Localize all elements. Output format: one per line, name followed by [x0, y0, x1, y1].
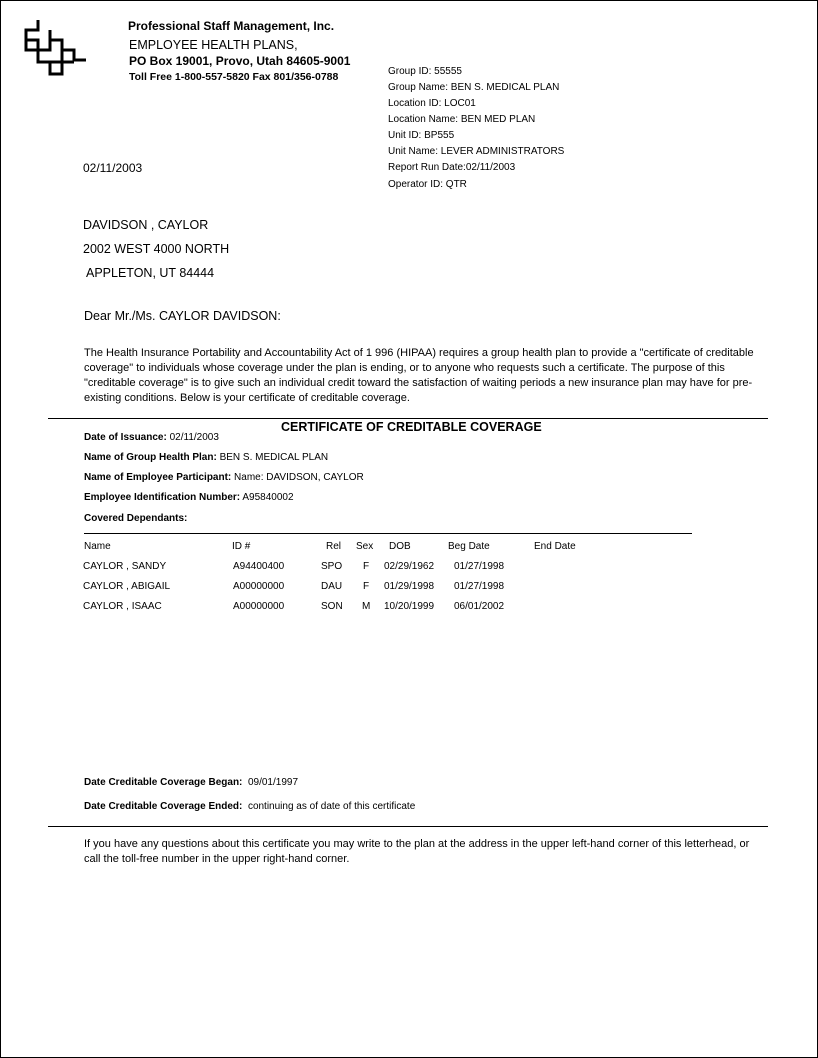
row-1-rel: DAU: [321, 581, 343, 592]
field-participant: [84, 472, 364, 483]
row-1-dob: 01/29/1998: [384, 581, 435, 592]
company-phone: Toll Free 1-800-557-5820 Fax 801/356-0788: [129, 71, 339, 83]
row-0-sex: F: [363, 561, 370, 572]
company-logo-icon: [24, 18, 90, 78]
info-group-id: Group ID: 55555: [388, 66, 462, 77]
row-2-sex: M: [362, 601, 371, 612]
field-dependants-label: Covered Dependants:: [84, 513, 188, 524]
outro-paragraph: If you have any questions about this certificate you may write to the plan at the address in the upper left-hand corner of this letterhead, or call the toll-free number in the upper right-hand corner.: [84, 838, 750, 865]
info-operator-id: Operator ID: QTR: [388, 179, 467, 190]
field-employee-id-label: Employee Identification Number:: [84, 492, 241, 503]
info-report-run-date: Report Run Date:02/11/2003: [388, 162, 516, 173]
salutation: Dear Mr./Ms. CAYLOR DAVIDSON:: [84, 309, 281, 323]
field-coverage-began-label: Date Creditable Coverage Began:: [84, 777, 243, 788]
field-issuance-value: 02/11/2003: [169, 432, 219, 443]
field-coverage-began: [84, 777, 298, 788]
info-location-name: Location Name: BEN MED PLAN: [388, 114, 536, 125]
divider-top: [48, 418, 768, 419]
letter-date: 02/11/2003: [83, 161, 143, 175]
intro-paragraph: The Health Insurance Portability and Accountability Act of 1 996 (HIPAA) requires a group health plan to provide a "certificate of creditable coverage" to individuals whose coverage under the plan is ending, or to anyone who requests such a certificate. The purpose of this "creditable coverage" is to give such an individual credit toward the satisfaction of waiting periods a new insurance plan may have for pre-existing conditions. Below is your certificate of creditable coverage.: [84, 347, 754, 404]
field-participant-value: Name: DAVIDSON, CAYLOR: [234, 472, 364, 483]
field-issuance-label: Date of Issuance:: [84, 432, 167, 443]
row-2-dob: 10/20/1999: [384, 601, 435, 612]
col-header-rel: Rel: [326, 541, 342, 552]
company-plans: EMPLOYEE HEALTH PLANS,: [129, 38, 298, 52]
certificate-title: CERTIFICATE OF CREDITABLE COVERAGE: [281, 420, 542, 434]
info-unit-name: Unit Name: LEVER ADMINISTRATORS: [388, 146, 565, 157]
info-location-id: Location ID: LOC01: [388, 98, 476, 109]
row-0-rel: SPO: [321, 561, 343, 572]
row-1-name: CAYLOR , ABIGAIL: [83, 581, 171, 592]
row-2-beg-date: 06/01/2002: [454, 601, 505, 612]
col-header-dob: DOB: [389, 541, 411, 552]
row-1-id: A00000000: [233, 581, 285, 592]
col-header-name: Name: [84, 541, 111, 552]
field-plan-label: Name of Group Health Plan:: [84, 452, 217, 463]
row-2-id: A00000000: [233, 601, 285, 612]
company-name: Professional Staff Management, Inc.: [128, 19, 335, 33]
divider-bottom: [48, 826, 768, 827]
row-0-name: CAYLOR , SANDY: [83, 561, 167, 572]
field-employee-id-value: A95840002: [242, 492, 294, 503]
field-coverage-began-value: 09/01/1997: [247, 777, 299, 788]
recipient-street: 2002 WEST 4000 NORTH: [83, 242, 230, 256]
field-coverage-ended-label: Date Creditable Coverage Ended:: [84, 801, 243, 812]
row-1-sex: F: [363, 581, 370, 592]
company-address: PO Box 19001, Provo, Utah 84605-9001: [129, 54, 351, 68]
info-unit-id: Unit ID: BP555: [388, 130, 455, 141]
col-header-end-date: End Date: [534, 541, 576, 552]
field-employee-id: [84, 492, 294, 503]
row-0-beg-date: 01/27/1998: [454, 561, 505, 572]
row-2-name: CAYLOR , ISAAC: [83, 601, 162, 612]
row-0-id: A94400400: [233, 561, 285, 572]
field-dependants: [84, 513, 187, 524]
field-plan: [84, 452, 328, 463]
col-header-sex: Sex: [356, 541, 374, 552]
col-header-id: ID #: [232, 541, 251, 552]
field-plan-value: BEN S. MEDICAL PLAN: [219, 452, 329, 463]
recipient-name: DAVIDSON , CAYLOR: [83, 218, 209, 232]
col-header-beg-date: Beg Date: [448, 541, 490, 552]
field-coverage-ended-value: continuing as of date of this certificate: [247, 801, 416, 812]
recipient-city: APPLETON, UT 84444: [86, 266, 215, 280]
row-2-rel: SON: [321, 601, 343, 612]
field-issuance: [84, 432, 219, 443]
row-0-dob: 02/29/1962: [384, 561, 435, 572]
field-coverage-ended: [84, 801, 415, 812]
divider-dependants: [84, 533, 692, 534]
field-participant-label: Name of Employee Participant:: [84, 472, 232, 483]
info-group-name: Group Name: BEN S. MEDICAL PLAN: [388, 82, 560, 93]
row-1-beg-date: 01/27/1998: [454, 581, 505, 592]
